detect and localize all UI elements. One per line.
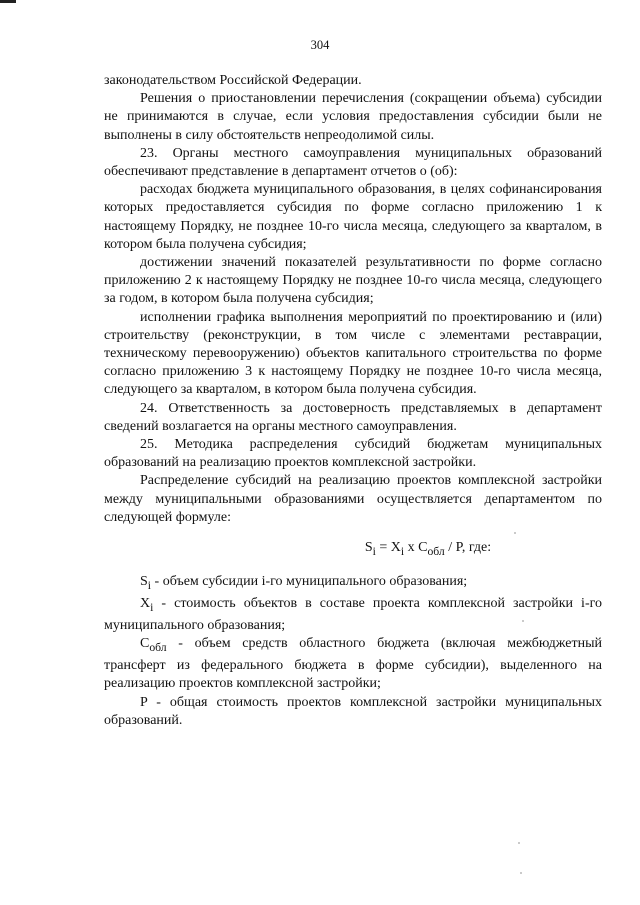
definition-symbol: S [140, 574, 148, 590]
definition-text: - объем средств областного бюджета (включая межбюджетный трансферт из федерального бюджета в форме субсидии), выделенного на реализацию проектов комплексной застройки; [104, 636, 602, 692]
paragraph-decisions: Решения о приостановлении перечисления (сокращении объема) субсидии не принимаются в случае, если условия предоставления субсидии были не выполнены в силу обстоятельств непреодолимой силы. [104, 91, 602, 143]
definition-p [104, 694, 602, 730]
formula-times: x C [404, 540, 428, 556]
paragraph-report-indicators: достижении значений показателей результативности по форме согласно приложению 2 к настоящему Порядку не позднее 10-го числа месяца, следующего за годом, в котором была получена субсидия; [104, 255, 602, 307]
definition-s [104, 573, 602, 595]
scan-speck [518, 842, 520, 844]
definition-x [104, 595, 602, 635]
scan-speck [514, 532, 516, 534]
paragraph-item-24: 24. Ответственность за достоверность представляемых в департамент сведений возлагается на органы местного самоуправления. [104, 400, 602, 434]
paragraph-item-23: 23. Органы местного самоуправления муниципальных образований обеспечивают представление в департамент отчетов о (об): [104, 145, 602, 180]
definition-symbol: X [140, 596, 151, 612]
formula-line [365, 539, 491, 561]
definition-text: - стоимость объектов в составе проекта комплексной застройки i-го муниципального образования; [104, 596, 602, 634]
scan-speck [520, 872, 522, 874]
formula-eq: = X [375, 540, 401, 556]
definition-subscript: i [150, 600, 154, 614]
paragraph-continuation: законодательством Российской Федерации. [104, 73, 362, 88]
formula-lhs: S [364, 540, 373, 556]
definition-text: - общая стоимость проектов комплексной застройки муниципальных образований. [104, 694, 602, 728]
formula-x-subscript: i [400, 544, 405, 558]
definition-text: - объем субсидии i-го муниципального образования; [151, 574, 468, 590]
definition-subscript: i [147, 578, 152, 592]
distribution-formula [104, 539, 602, 561]
page-number: 304 [310, 38, 330, 52]
definition-subscript: обл [149, 641, 167, 655]
definition-symbol: C [140, 636, 150, 652]
paragraph-distribution: Распределение субсидий на реализацию проектов комплексной застройки между муниципальными образованиями осуществляется департаментом по следующей формуле: [104, 473, 602, 525]
formula-c-subscript: обл [427, 544, 445, 558]
definition-c [104, 635, 602, 693]
definition-symbol: P [140, 694, 148, 710]
document-body [104, 72, 602, 730]
scan-corner-mark [0, 0, 16, 3]
paragraph-item-25: 25. Методика распределения субсидий бюджетам муниципальных образований на реализацию проектов комплексной застройки. [104, 437, 602, 471]
formula-lhs-subscript: i [372, 544, 376, 558]
paragraph-report-schedule: исполнении графика выполнения мероприятий по проектированию и (или) строительству (реконструкции, в том числе с элементами реставрации, техническому перевооружению) объектов капитального строительства по форме согласно приложению 3 к настоящему Порядку не позднее 10-го числа месяца, следующего за кварталом, в котором была получена субсидия. [104, 309, 602, 398]
paragraph-report-expenses: расходах бюджета муниципального образования, в целях софинансирования которых предоставляется субсидия по форме согласно приложению 1 к настоящему Порядку, не позднее 10-го числа месяца, следующего за кварталом, в котором была получена субсидия; [104, 182, 602, 252]
formula-rest: / P, где: [444, 540, 492, 556]
scan-speck [522, 620, 524, 622]
